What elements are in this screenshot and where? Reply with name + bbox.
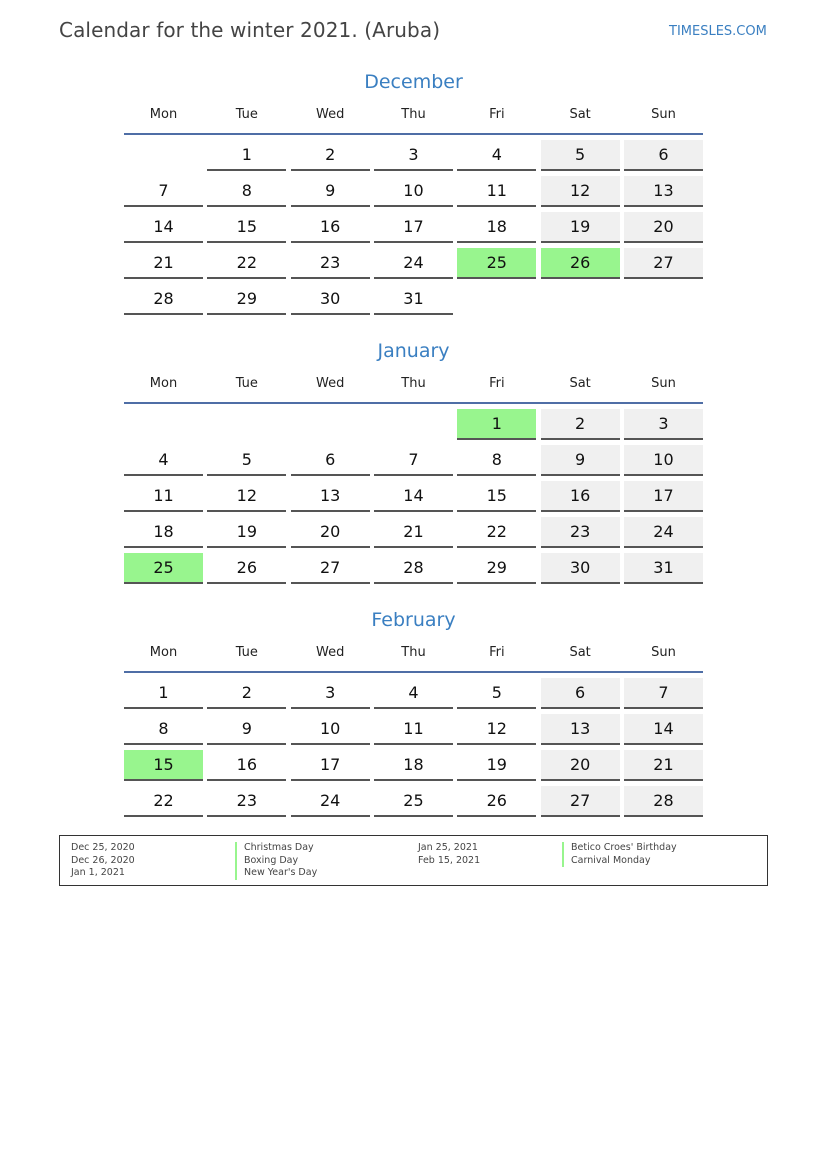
empty-day-cell: [457, 284, 536, 315]
month-title: February: [371, 609, 456, 631]
weekday-label: Wed: [315, 645, 345, 660]
empty-day-cell: [124, 140, 203, 171]
legend-holiday-name: Betico Croes' Birthday: [562, 842, 677, 855]
empty-day-cell: [207, 409, 286, 440]
day-cell: 6: [291, 445, 370, 476]
day-cell: 30: [541, 553, 620, 584]
legend-dates-left: [71, 842, 135, 880]
day-cell: 16: [207, 750, 286, 781]
legend-date: Dec 25, 2020: [71, 842, 135, 853]
day-cell: 2: [541, 409, 620, 440]
week-row: [124, 140, 703, 171]
legend-holiday-name: Christmas Day: [235, 842, 317, 855]
day-cell: 23: [541, 517, 620, 548]
day-cell: 8: [207, 176, 286, 207]
day-cell: 19: [207, 517, 286, 548]
day-cell: 10: [374, 176, 453, 207]
day-cell: 27: [624, 248, 703, 279]
empty-day-cell: [624, 284, 703, 315]
weekday-label: Thu: [401, 107, 426, 122]
day-cell: 9: [541, 445, 620, 476]
day-cell: 17: [374, 212, 453, 243]
day-cell: 24: [624, 517, 703, 548]
day-cell: 7: [624, 678, 703, 709]
week-row: [124, 284, 703, 315]
day-cell: 6: [624, 140, 703, 171]
weekday-label: Sat: [569, 107, 591, 122]
day-cell: 29: [457, 553, 536, 584]
day-cell: 11: [374, 714, 453, 745]
day-cell: 11: [124, 481, 203, 512]
day-cell: 21: [374, 517, 453, 548]
weekday-label: Sun: [651, 376, 676, 391]
weekday-label: Thu: [401, 376, 426, 391]
weekday-label: Sun: [651, 107, 676, 122]
day-cell: 3: [624, 409, 703, 440]
site-link[interactable]: TIMESLES.COM: [669, 24, 767, 39]
day-cell: 10: [291, 714, 370, 745]
weekday-label: Mon: [149, 376, 178, 391]
day-cell: 1: [457, 409, 536, 440]
day-cell: 24: [374, 248, 453, 279]
day-cell: 22: [457, 517, 536, 548]
day-cell: 2: [207, 678, 286, 709]
day-cell: 29: [207, 284, 286, 315]
week-row: [124, 176, 703, 207]
day-cell: 15: [207, 212, 286, 243]
day-cell: 22: [207, 248, 286, 279]
day-cell: 26: [457, 786, 536, 817]
month-title: December: [364, 71, 463, 93]
legend-holiday-name: New Year's Day: [235, 867, 317, 880]
week-row: [124, 445, 703, 476]
day-cell: 25: [124, 553, 203, 584]
day-cell: 21: [124, 248, 203, 279]
day-cell: 14: [624, 714, 703, 745]
day-cell: 5: [457, 678, 536, 709]
legend-date: Dec 26, 2020: [71, 854, 135, 866]
week-row: [124, 714, 703, 745]
day-cell: 9: [291, 176, 370, 207]
header-divider: [124, 671, 703, 673]
day-cell: 27: [541, 786, 620, 817]
weekday-label: Wed: [315, 376, 345, 391]
day-cell: 3: [291, 678, 370, 709]
day-cell: 10: [624, 445, 703, 476]
day-cell: 18: [124, 517, 203, 548]
weekday-label: Fri: [489, 645, 505, 660]
empty-day-cell: [374, 409, 453, 440]
day-cell: 7: [124, 176, 203, 207]
week-row: [124, 409, 703, 440]
day-cell: 28: [374, 553, 453, 584]
day-cell: 26: [207, 553, 286, 584]
day-cell: 6: [541, 678, 620, 709]
legend-dates-right: [418, 842, 480, 867]
legend-date: Jan 25, 2021: [418, 842, 478, 853]
day-cell: 28: [624, 786, 703, 817]
day-cell: 30: [291, 284, 370, 315]
weekday-header-row: [124, 107, 703, 133]
day-cell: 15: [124, 750, 203, 781]
day-cell: 23: [207, 786, 286, 817]
weekday-label: Mon: [149, 107, 178, 122]
day-cell: 13: [541, 714, 620, 745]
day-cell: 21: [624, 750, 703, 781]
weekday-header-row: [124, 645, 703, 671]
month-january: [124, 336, 703, 589]
weekday-label: Fri: [489, 376, 505, 391]
day-cell: 5: [541, 140, 620, 171]
day-cell: 20: [624, 212, 703, 243]
day-cell: 17: [291, 750, 370, 781]
weekday-label: Tue: [235, 376, 258, 391]
day-cell: 18: [457, 212, 536, 243]
weekday-header-row: [124, 376, 703, 402]
day-cell: 13: [291, 481, 370, 512]
day-cell: 14: [374, 481, 453, 512]
weekday-label: Tue: [235, 107, 258, 122]
day-cell: 11: [457, 176, 536, 207]
week-row: [124, 678, 703, 709]
day-cell: 1: [207, 140, 286, 171]
day-cell: 20: [291, 517, 370, 548]
week-row: [124, 517, 703, 548]
weekday-label: Mon: [149, 645, 178, 660]
weekday-label: Wed: [315, 107, 345, 122]
month-february: [124, 605, 703, 822]
week-row: [124, 248, 703, 279]
day-cell: 8: [457, 445, 536, 476]
weekday-label: Tue: [235, 645, 258, 660]
day-cell: 18: [374, 750, 453, 781]
header-divider: [124, 133, 703, 135]
day-cell: 9: [207, 714, 286, 745]
day-cell: 26: [541, 248, 620, 279]
day-cell: 13: [624, 176, 703, 207]
day-cell: 1: [124, 678, 203, 709]
empty-day-cell: [124, 409, 203, 440]
day-cell: 16: [541, 481, 620, 512]
week-row: [124, 553, 703, 584]
day-cell: 25: [457, 248, 536, 279]
legend-holiday-name: Boxing Day: [235, 855, 317, 868]
day-cell: 31: [374, 284, 453, 315]
day-cell: 25: [374, 786, 453, 817]
day-cell: 17: [624, 481, 703, 512]
day-cell: 14: [124, 212, 203, 243]
day-cell: 4: [124, 445, 203, 476]
day-cell: 28: [124, 284, 203, 315]
weekday-label: Sun: [651, 645, 676, 660]
week-row: [124, 481, 703, 512]
legend-holiday-name: Carnival Monday: [562, 855, 677, 868]
day-cell: 20: [541, 750, 620, 781]
weekday-label: Sat: [569, 376, 591, 391]
day-cell: 16: [291, 212, 370, 243]
header-divider: [124, 402, 703, 404]
weekday-label: Fri: [489, 107, 505, 122]
legend-date: Feb 15, 2021: [418, 854, 481, 866]
day-cell: 23: [291, 248, 370, 279]
day-cell: 27: [291, 553, 370, 584]
empty-day-cell: [541, 284, 620, 315]
day-cell: 19: [457, 750, 536, 781]
weekday-label: Thu: [401, 645, 426, 660]
page-title: Calendar for the winter 2021. (Aruba): [59, 18, 441, 42]
legend-date: Jan 1, 2021: [71, 867, 125, 878]
week-row: [124, 786, 703, 817]
day-cell: 12: [207, 481, 286, 512]
empty-day-cell: [291, 409, 370, 440]
day-cell: 5: [207, 445, 286, 476]
month-title: January: [377, 340, 450, 362]
day-cell: 22: [124, 786, 203, 817]
day-cell: 4: [457, 140, 536, 171]
day-cell: 3: [374, 140, 453, 171]
day-cell: 2: [291, 140, 370, 171]
legend-names-left: [235, 842, 317, 880]
weekday-label: Sat: [569, 645, 591, 660]
week-row: [124, 750, 703, 781]
month-december: [124, 67, 703, 320]
day-cell: 8: [124, 714, 203, 745]
day-cell: 24: [291, 786, 370, 817]
day-cell: 15: [457, 481, 536, 512]
day-cell: 19: [541, 212, 620, 243]
week-row: [124, 212, 703, 243]
day-cell: 12: [457, 714, 536, 745]
day-cell: 7: [374, 445, 453, 476]
day-cell: 4: [374, 678, 453, 709]
legend-names-right: [562, 842, 677, 867]
day-cell: 12: [541, 176, 620, 207]
holiday-legend: [59, 835, 768, 886]
day-cell: 31: [624, 553, 703, 584]
